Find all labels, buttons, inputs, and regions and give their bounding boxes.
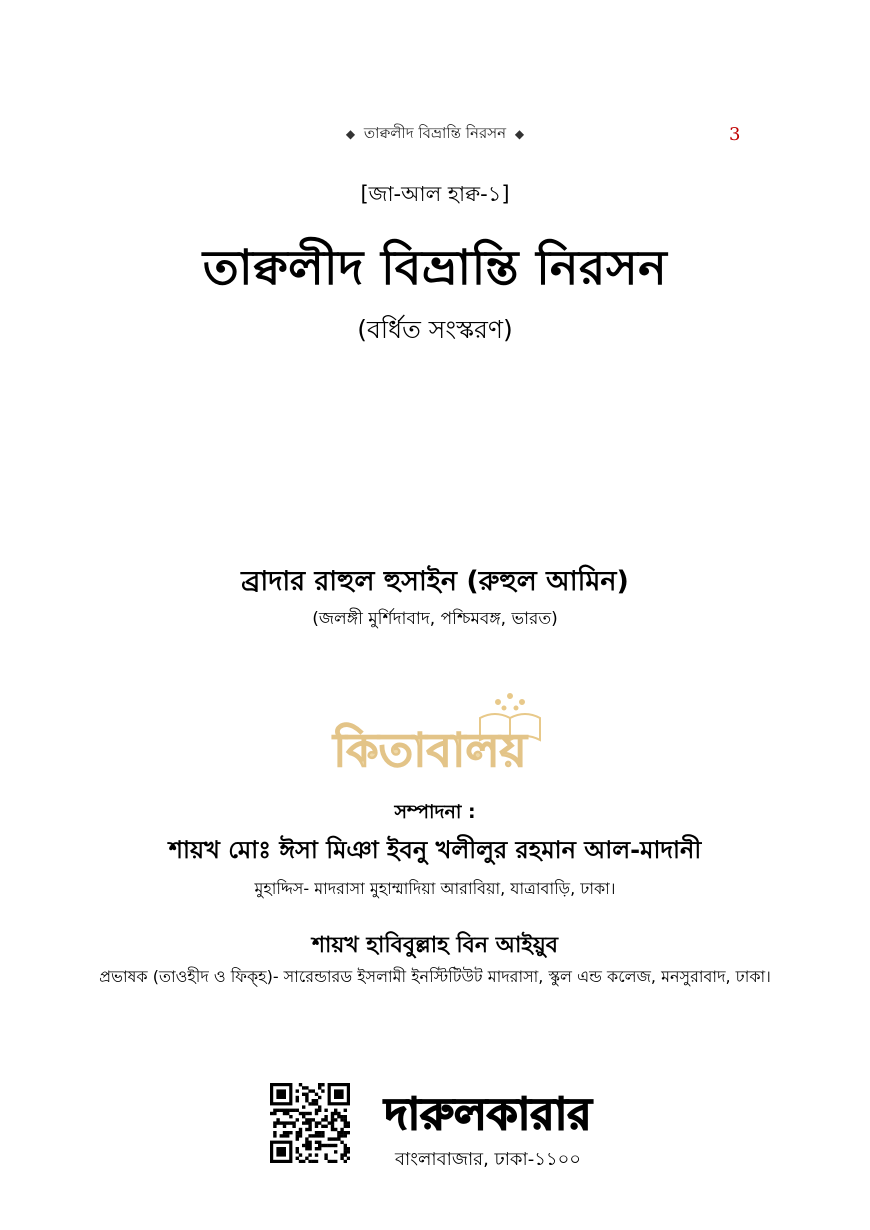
watermark-logo: [330, 688, 545, 783]
diamond-icon: ◆: [514, 127, 525, 141]
editor-name: শায়খ মোঃ ঈসা মিঞা ইবনু খলীলুর রহমান আল-মাদানী: [168, 836, 702, 864]
series-label: [জা-আল হাক্ব-১]: [360, 182, 510, 206]
edition-label: (বর্ধিত সংস্করণ): [357, 315, 513, 344]
page-title: তাক্বলীদ বিভ্রান্তি নিরসন: [202, 240, 668, 296]
watermark-text: কিতাবালয়: [333, 723, 527, 777]
diamond-icon: ◆: [345, 127, 356, 141]
running-title: তাক্বলীদ বিভ্রান্তি নিরসন: [363, 124, 507, 142]
editor-name: শায়খ হাবিবুল্লাহ বিন আইয়ুব: [311, 933, 559, 958]
publisher-address: বাংলাবাজার, ঢাকা-১১০০: [394, 1149, 581, 1170]
editor-role: মুহাদ্দিস- মাদরাসা মুহাম্মাদিয়া আরাবিয়া, যাত্রাবাড়ি, ঢাকা।: [254, 879, 616, 898]
editor-role: প্রভাষক (তাওহীদ ও ফিক্হ)- সারেন্ডারড ইসলামী ইনস্টিটিউট মাদরাসা, স্কুল এন্ড কলেজ, মনসুরাবাদ, ঢাকা।: [99, 967, 771, 986]
page-number: 3: [729, 124, 741, 145]
author-place: (জলঙ্গী মুর্শিদাবাদ, পশ্চিমবঙ্গ, ভারত): [312, 609, 558, 629]
author-name: ব্রাদার রাহুল হুসাইন (রুহুল আমিন): [241, 566, 629, 597]
editing-label: সম্পাদনা :: [394, 801, 476, 823]
publisher-logo: [372, 1083, 604, 1141]
qr-code-icon: [270, 1083, 350, 1163]
publisher-logo-text: দারুলকারার: [384, 1089, 592, 1140]
